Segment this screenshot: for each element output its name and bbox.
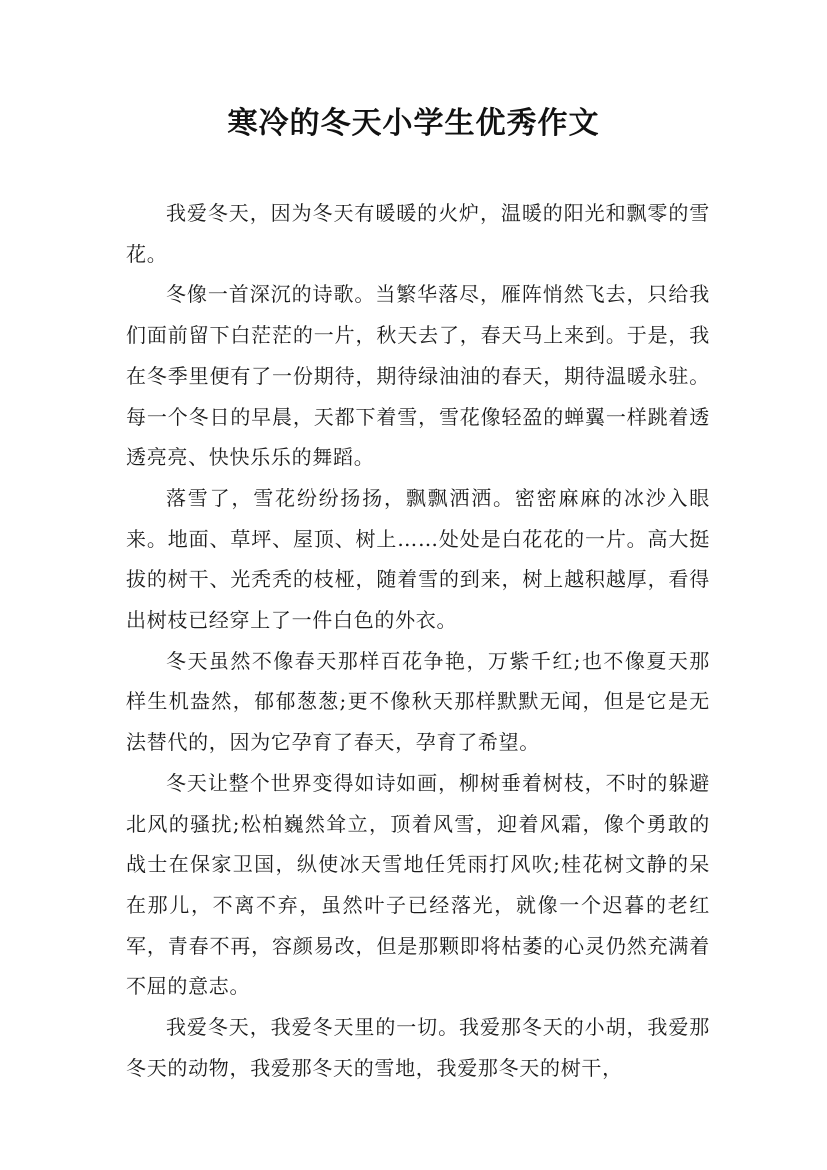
paragraph-1: 我爱冬天，因为冬天有暖暖的火炉，温暖的阳光和飘零的雪花。 — [126, 201, 710, 266]
essay-body — [126, 193, 710, 1088]
paragraph-6: 我爱冬天，我爱冬天里的一切。我爱那冬天的小胡，我爱那冬天的动物，我爱那冬天的雪地，我爱那冬天的树干， — [126, 1015, 710, 1080]
paragraph-5: 冬天让整个世界变得如诗如画，柳树垂着树枝，不时的躲避北风的骚扰;松柏巍然耸立，顶着风雪，迎着风霜，像个勇敢的战士在保家卫国，纵使冰天雪地任凭雨打风吹;桂花树文静的呆在那儿，不离不弃，虽然叶子已经落光，就像一个迟暮的老红军，青春不再，容颜易改，但是那颗即将枯萎的心灵仍然充满着不屈的意志。 — [126, 770, 710, 999]
paragraph-2: 冬像一首深沉的诗歌。当繁华落尽，雁阵悄然飞去，只给我们面前留下白茫茫的一片，秋天去了，春天马上来到。于是，我在冬季里便有了一份期待，期待绿油油的春天，期待温暖永驻。每一个冬日的早晨，天都下着雪，雪花像轻盈的蝉翼一样跳着透透亮亮、快快乐乐的舞蹈。 — [126, 282, 710, 470]
document-title: 寒冷的冬天小学生优秀作文 — [227, 106, 600, 141]
paragraph-3: 落雪了，雪花纷纷扬扬，飘飘洒洒。密密麻麻的冰沙入眼来。地面、草坪、屋顶、树上……处处是白花花的一片。高大挺拔的树干、光秃秃的枝桠，随着雪的到来，树上越积越厚，看得出树枝已经穿上了一件白色的外衣。 — [126, 485, 710, 633]
paragraph-4: 冬天虽然不像春天那样百花争艳，万紫千红;也不像夏天那样生机盎然，郁郁葱葱;更不像秋天那样默默无闻，但是它是无法替代的，因为它孕育了春天，孕育了希望。 — [126, 648, 710, 755]
